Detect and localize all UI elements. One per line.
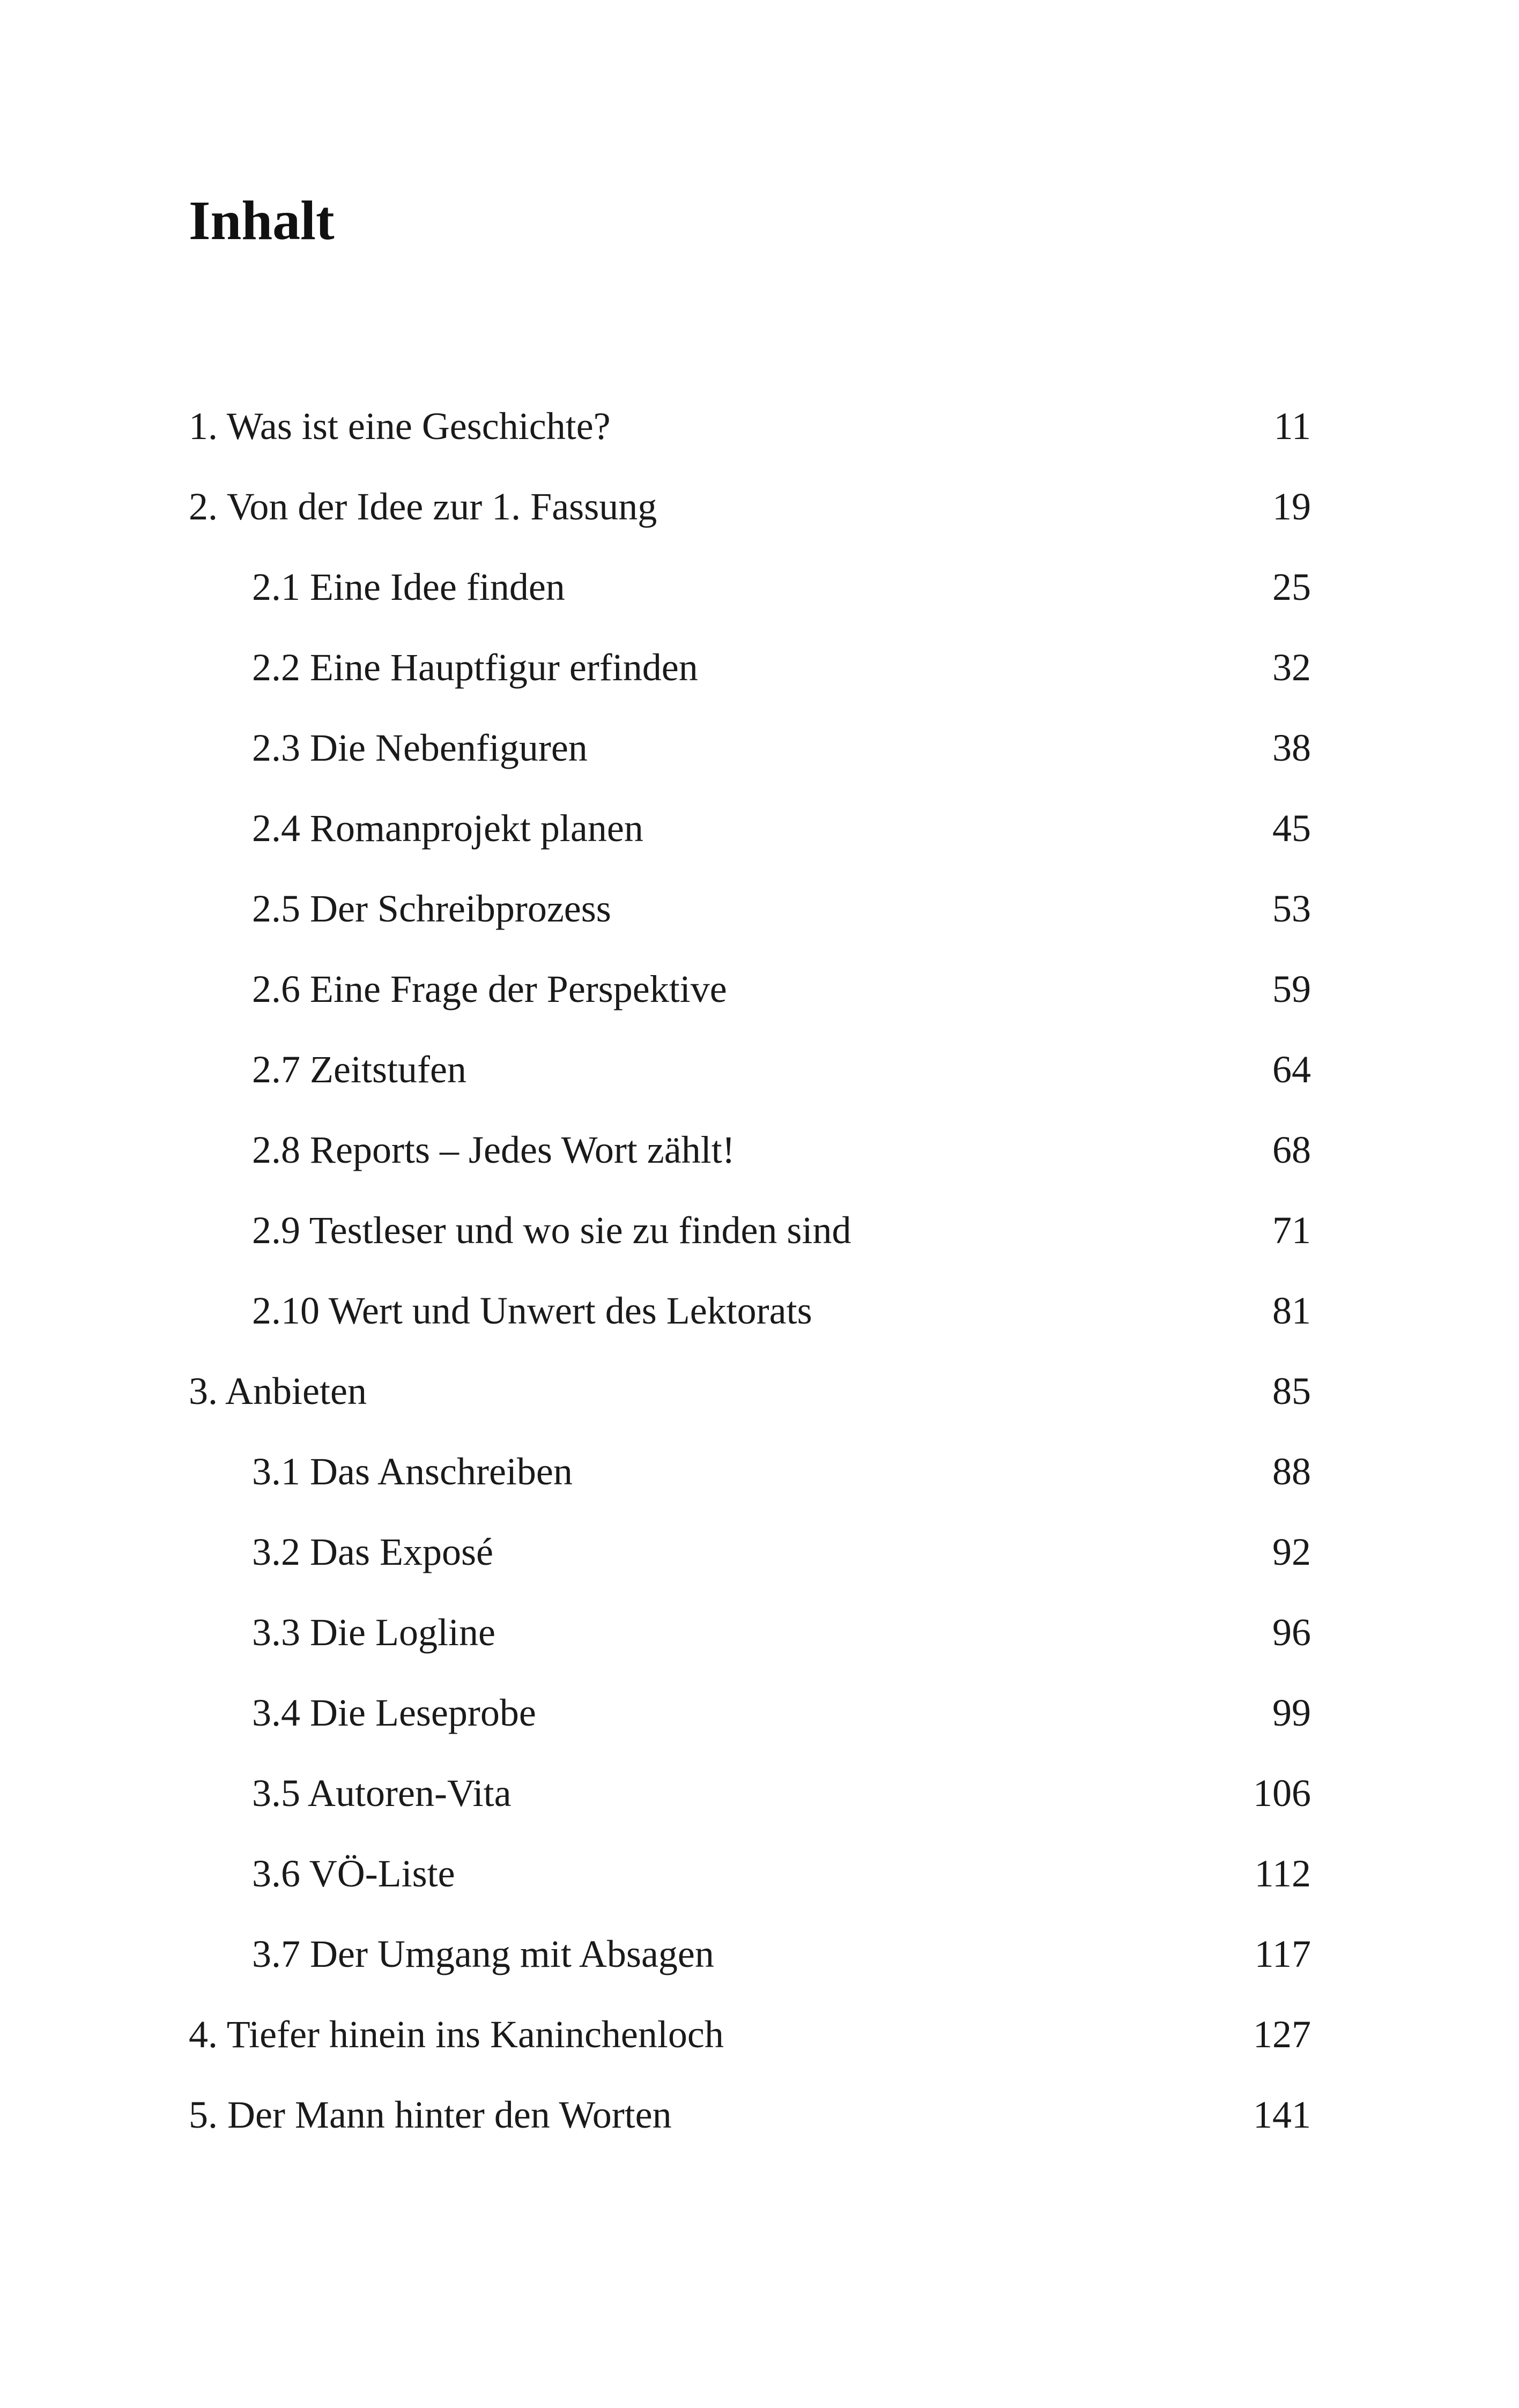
toc-entry [189,547,1311,627]
toc-entry [189,1833,1311,1914]
toc-entry-title: 2.7 Zeitstufen [252,1048,466,1091]
toc-entry [189,1431,1311,1512]
toc-entry [189,708,1311,788]
toc-page-number: 53 [1272,887,1311,930]
toc-entry [189,1351,1311,1431]
toc-page-number: 19 [1272,485,1311,528]
toc-entry-title: 3.3 Die Logline [252,1611,495,1654]
toc-page-number: 88 [1272,1450,1311,1493]
toc-entry [189,1029,1311,1110]
toc-entry [189,1994,1311,2075]
toc-entry-title: 2.8 Reports – Jedes Wort zählt! [252,1128,735,1171]
toc-entry [189,2075,1311,2155]
toc-page-number: 11 [1273,405,1311,448]
toc-page-number: 45 [1272,807,1311,850]
toc-entry [189,1110,1311,1190]
toc-page-number: 99 [1272,1691,1311,1734]
toc-entry [189,627,1311,708]
toc-page-number: 25 [1272,566,1311,608]
toc-page-number: 59 [1272,968,1311,1010]
toc-entry-title: 3. Anbieten [189,1370,367,1413]
toc-entry [189,466,1311,547]
toc-entry-title: 1. Was ist eine Geschichte? [189,405,611,448]
toc-entry [189,1753,1311,1833]
toc-entry-title: 5. Der Mann hinter den Worten [189,2093,672,2136]
toc-entry-title: 2.5 Der Schreibprozess [252,887,611,930]
toc-page-number: 141 [1253,2093,1311,2136]
toc-entry-title: 2.4 Romanprojekt planen [252,807,643,850]
toc-entry-title: 3.7 Der Umgang mit Absagen [252,1933,714,1975]
toc-page-number: 112 [1254,1852,1311,1895]
toc-entry [189,1270,1311,1351]
toc-entry-title: 2.1 Eine Idee finden [252,566,565,608]
toc-page-number: 117 [1254,1933,1311,1975]
toc-entry-title: 2.6 Eine Frage der Perspektive [252,968,727,1010]
toc-page-number: 85 [1272,1370,1311,1413]
toc-entry [189,1190,1311,1270]
toc-page-number: 71 [1272,1209,1311,1252]
toc-page-number: 38 [1272,726,1311,769]
toc-page-number: 96 [1272,1611,1311,1654]
toc-entry [189,1592,1311,1673]
toc-entry-title: 4. Tiefer hinein ins Kaninchenloch [189,2013,724,2056]
toc-heading: Inhalt [189,190,335,251]
toc-entry-title: 2. Von der Idee zur 1. Fassung [189,485,657,528]
toc-page-number: 68 [1272,1128,1311,1171]
toc-entry-title: 2.3 Die Nebenfiguren [252,726,588,769]
toc-entry-title: 2.2 Eine Hauptfigur erfinden [252,646,698,689]
toc-list [189,386,1311,2155]
toc-entry-title: 3.4 Die Leseprobe [252,1691,536,1734]
toc-entry [189,1673,1311,1753]
toc-entry-title: 3.1 Das Anschreiben [252,1450,573,1493]
toc-entry [189,1914,1311,1994]
toc-entry-title: 3.6 VÖ-Liste [252,1852,455,1895]
toc-page-number: 106 [1253,1772,1311,1815]
toc-entry [189,949,1311,1029]
toc-page-number: 92 [1272,1530,1311,1573]
toc-page-number: 64 [1272,1048,1311,1091]
toc-entry [189,386,1311,466]
toc-entry-title: 3.2 Das Exposé [252,1530,493,1573]
toc-entry [189,1512,1311,1592]
toc-entry [189,868,1311,949]
toc-page-number: 32 [1272,646,1311,689]
toc-entry-title: 2.9 Testleser und wo sie zu finden sind [252,1209,851,1252]
toc-page-number: 81 [1272,1289,1311,1332]
toc-page-number: 127 [1253,2013,1311,2056]
toc-entry-title: 2.10 Wert und Unwert des Lektorats [252,1289,812,1332]
toc-entry [189,788,1311,868]
toc-entry-title: 3.5 Autoren-Vita [252,1772,512,1815]
